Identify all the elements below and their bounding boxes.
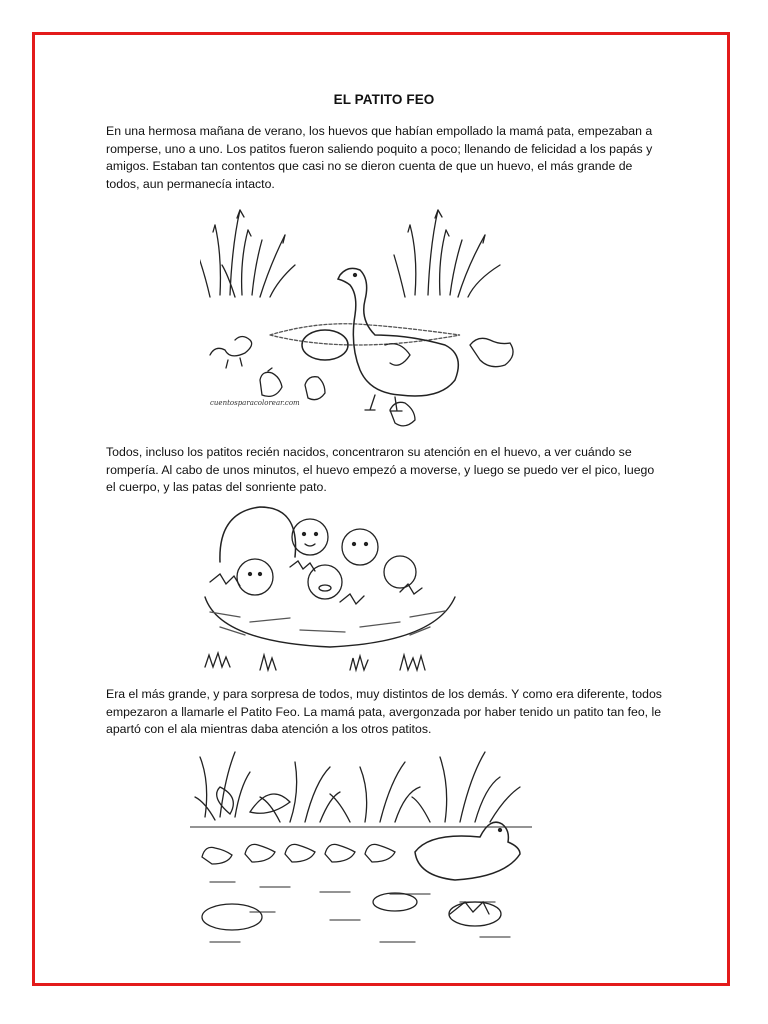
pond-reeds-drawing	[195, 752, 520, 822]
illustration-hatching-nest	[200, 502, 462, 682]
illustration-credit: cuentosparacolorear.com	[210, 399, 300, 407]
reeds-left-drawing	[200, 210, 295, 297]
illustration-pond	[190, 742, 532, 966]
reeds-right-drawing	[394, 210, 500, 297]
lotus-flower-drawing	[450, 902, 489, 914]
paragraph-3: Era el más grande, y para sorpresa de todos, muy distintos de los demás. Y como era diferente, todos empezaron a llamarle el Patito Feo. La mamá pata, avergonzada por haber tenido un patito tan feo, le apartó con el ala mientras daba atención a los otros patitos.	[106, 687, 662, 736]
document-title: EL PATITO FEO	[333, 92, 435, 107]
hatching-duckling-drawings	[237, 519, 416, 599]
paragraph-2: Todos, incluso los patitos recién nacidos, concentraron su atención en el huevo, a ver cuándo se rompería. Al cabo de unos minutos, el huevo empezó a moverse, y luego se puedo ver el pico, luego el cuerpo, y las patas del sonriente pato.	[106, 445, 655, 494]
swimming-duckling-drawings	[202, 844, 395, 864]
big-duck-drawing	[415, 822, 520, 880]
duckling-drawings	[210, 337, 513, 426]
illustration-mother-duck	[200, 205, 525, 435]
paragraph-1: En una hermosa mañana de verano, los huevos que habían empollado la mamá pata, empezaban a romperse, uno a uno. Los patitos fueron saliendo poquito a poco; llenando de felicidad a los papás y amigos. Estaban tan contentos que casi no se dieron cuenta de que un huevo, el más grande de todos, aun permanecía intacto.	[106, 124, 653, 191]
